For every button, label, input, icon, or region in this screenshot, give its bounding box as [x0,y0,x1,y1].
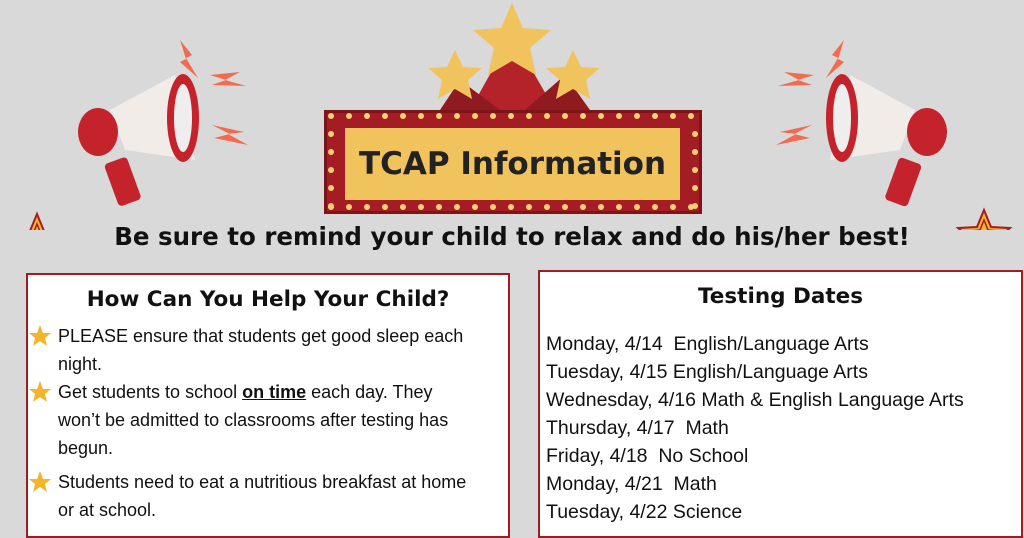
marquee-bulb [634,113,640,119]
marquee-bulb [472,204,478,210]
marquee-bulb [490,113,496,119]
date-row: Tuesday, 4/15 English/Language Arts [546,361,868,383]
marquee-bulb [692,203,698,209]
marquee-bulb [652,204,658,210]
page-title: TCAP Information [345,128,680,200]
help-item: Get students to school on time each day. They won’t be admitted to classrooms after testing has begun. [58,378,478,462]
star-icon [28,324,52,348]
help-item: PLEASE ensure that students get good sleep each night. [58,322,478,378]
marquee-bulb [328,131,334,137]
marquee-bulb [346,113,352,119]
marquee-bulb [544,113,550,119]
marquee-bulb [490,204,496,210]
marquee-bulb [692,167,698,173]
marquee-bulb [544,204,550,210]
marquee-bulb [562,113,568,119]
marquee-bulb [616,113,622,119]
marquee-bulb [418,113,424,119]
star-icon [28,380,52,404]
marquee-bulb [508,113,514,119]
marquee-bulb [472,113,478,119]
marquee-bulb [634,204,640,210]
marquee-bulb [328,203,334,209]
marquee-bulb [382,204,388,210]
marquee-bulb [328,185,334,191]
marquee-bulb [328,113,334,119]
marquee-bulb [598,204,604,210]
marquee-bulb [580,204,586,210]
marquee-bulb [692,185,698,191]
marquee-bulb [418,204,424,210]
marquee-bulb [454,204,460,210]
marquee-bulb [328,149,334,155]
marquee-bulb [364,204,370,210]
marquee-bulb [508,204,514,210]
testing-dates-title: Testing Dates [697,284,864,309]
testing-dates-panel [538,270,1023,538]
marquee-bulb [382,113,388,119]
help-panel [26,273,510,538]
marquee-bulb [688,113,694,119]
marquee-bulb [692,149,698,155]
megaphone-icon [78,40,248,207]
marquee-bulb [454,113,460,119]
date-row: Friday, 4/18 No School [546,445,749,467]
marquee-bulb [436,204,442,210]
date-row: Tuesday, 4/22 Science [546,501,743,523]
marquee-bulb [364,113,370,119]
marquee-bulb [436,113,442,119]
star-icon [28,470,52,494]
emphasis-text: on time [242,382,307,402]
marquee-bulb [598,113,604,119]
help-item: Students need to eat a nutritious breakfast at home or at school. [58,468,478,524]
help-panel-title: How Can You Help Your Child? [86,287,450,312]
date-row: Wednesday, 4/16 Math & English Language Arts [546,389,964,411]
date-row: Monday, 4/21 Math [546,473,717,495]
marquee-bulb [526,204,532,210]
marquee-bulb [670,113,676,119]
marquee-bulb [328,167,334,173]
marquee-bulb [616,204,622,210]
marquee-bulb [692,131,698,137]
marquee-bulb [346,204,352,210]
marquee-bulb [580,113,586,119]
marquee-bulb [526,113,532,119]
marquee-bulb [400,113,406,119]
megaphone-icon [776,40,947,207]
date-row: Monday, 4/14 English/Language Arts [546,333,869,355]
reminder-banner: Be sure to remind your child to relax and do his/her best! [114,222,910,251]
marquee-bulb [670,204,676,210]
marquee-bulb [562,204,568,210]
marquee-bulb [652,113,658,119]
marquee-bulb [400,204,406,210]
date-row: Thursday, 4/17 Math [546,417,729,439]
